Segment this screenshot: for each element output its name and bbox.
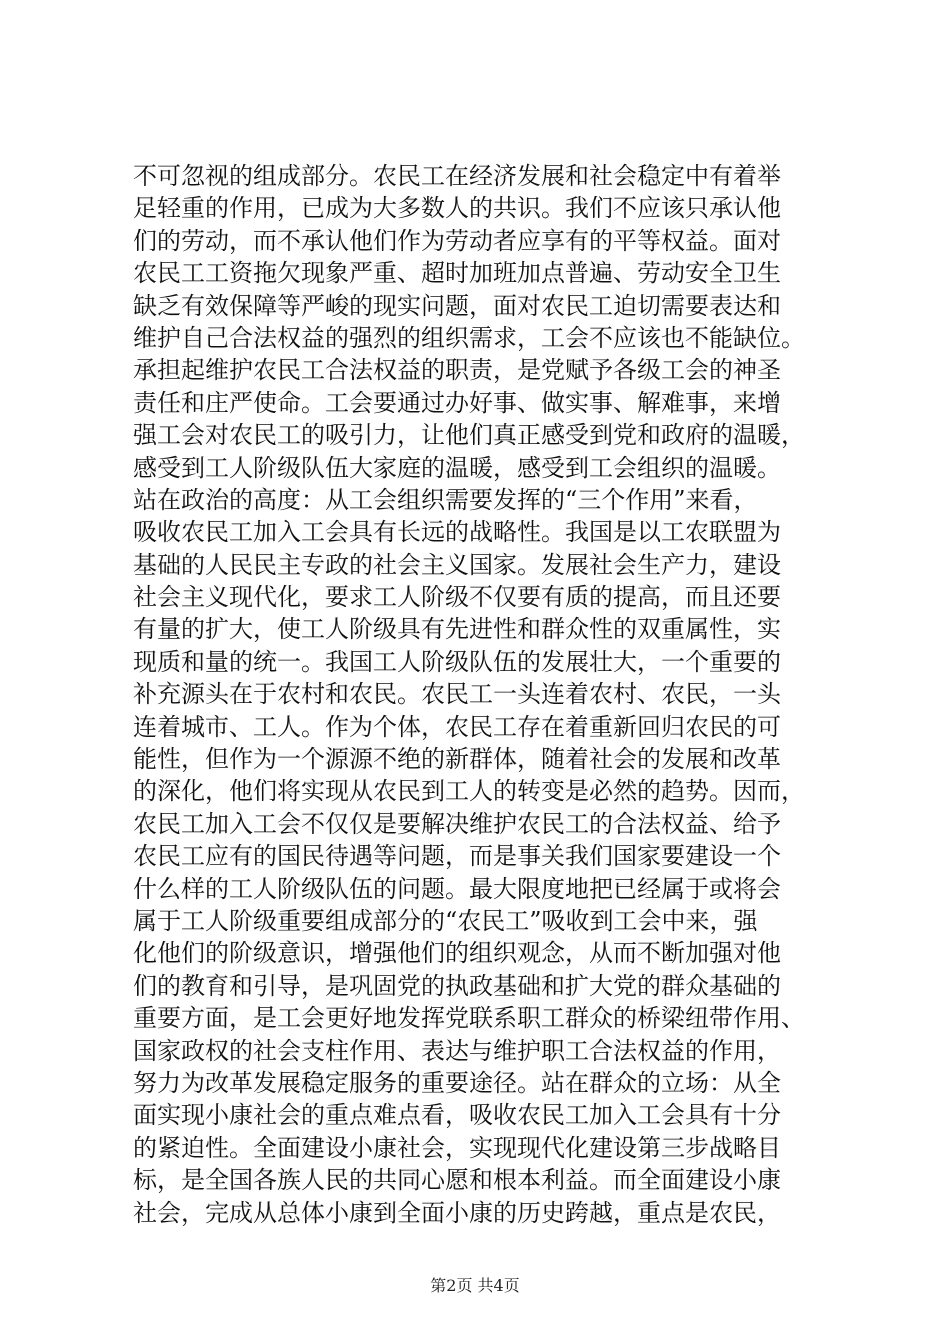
text-line: 能性，但作为一个源源不绝的新群体，随着社会的发展和改革 [133, 745, 781, 774]
text-line: 补充源头在于农村和农民。农民工一头连着农村、农民，一头 [133, 680, 781, 709]
text-line: 标，是全国各族人民的共同心愿和根本利益。而全面建设小康 [133, 1166, 781, 1195]
text-line: 什么样的工人阶级队伍的问题。最大限度地把已经属于或将会 [133, 874, 781, 903]
text-line: 基础的人民民主专政的社会主义国家。发展社会生产力，建设 [133, 550, 781, 579]
page-footer: 第2页 共4页 [430, 1276, 520, 1295]
text-line: 努力为改革发展稳定服务的重要途径。站在群众的立场：从全 [133, 1068, 781, 1097]
text-line: 有量的扩大，使工人阶级具有先进性和群众性的双重属性，实 [133, 615, 781, 644]
text-line: 足轻重的作用，已成为大多数人的共识。我们不应该只承认他 [133, 194, 781, 223]
text-line: 吸收农民工加入工会具有长远的战略性。我国是以工农联盟为 [133, 518, 781, 547]
text-line: 属于工人阶级重要组成部分的“农民工”吸收到工会中来，强 [133, 906, 758, 935]
text-line: 感受到工人阶级队伍大家庭的温暖，感受到工会组织的温暖。 [133, 453, 781, 482]
text-line: 化他们的阶级意识，增强他们的组织观念，从而不断加强对他 [133, 939, 781, 968]
text-line: 重要方面，是工会更好地发挥党联系职工群众的桥梁纽带作用、 [133, 1004, 805, 1033]
text-line: 面实现小康社会的重点难点看，吸收农民工加入工会具有十分 [133, 1101, 781, 1130]
text-line: 国家政权的社会支柱作用、表达与维护职工合法权益的作用， [133, 1036, 781, 1065]
text-line: 农民工工资拖欠现象严重、超时加班加点普遍、劳动安全卫生 [133, 259, 781, 288]
text-line: 们的教育和引导，是巩固党的执政基础和扩大党的群众基础的 [133, 971, 781, 1000]
text-line: 责任和庄严使命。工会要通过办好事、做实事、解难事，来增 [133, 388, 781, 417]
text-line: 强工会对农民工的吸引力，让他们真正感受到党和政府的温暖， [133, 421, 805, 450]
text-line: 社会，完成从总体小康到全面小康的历史跨越，重点是农民， [133, 1198, 781, 1227]
text-line: 的紧迫性。全面建设小康社会，实现现代化建设第三步战略目 [133, 1133, 781, 1162]
text-line: 缺乏有效保障等严峻的现实问题，面对农民工迫切需要表达和 [133, 291, 781, 320]
text-line: 社会主义现代化，要求工人阶级不仅要有质的提高，而且还要 [133, 583, 781, 612]
text-line: 现质和量的统一。我国工人阶级队伍的发展壮大，一个重要的 [133, 647, 781, 676]
text-line: 不可忽视的组成部分。农民工在经济发展和社会稳定中有着举 [133, 162, 781, 190]
text-line: 站在政治的高度：从工会组织需要发挥的“三个作用”来看， [133, 485, 758, 514]
text-line: 维护自己合法权益的强烈的组织需求，工会不应该也不能缺位。 [133, 323, 805, 352]
text-line: 连着城市、工人。作为个体，农民工存在着重新回归农民的可 [133, 712, 781, 741]
text-line: 农民工应有的国民待遇等问题，而是事关我们国家要建设一个 [133, 842, 781, 871]
text-line: 们的劳动，而不承认他们作为劳动者应享有的平等权益。面对 [133, 226, 781, 255]
text-line: 的深化，他们将实现从农民到工人的转变是必然的趋势。因而， [133, 777, 805, 806]
body-text [133, 160, 853, 1229]
text-line: 农民工加入工会不仅仅是要解决维护农民工的合法权益、给予 [133, 809, 781, 838]
text-line: 承担起维护农民工合法权益的职责，是党赋予各级工会的神圣 [133, 356, 781, 385]
